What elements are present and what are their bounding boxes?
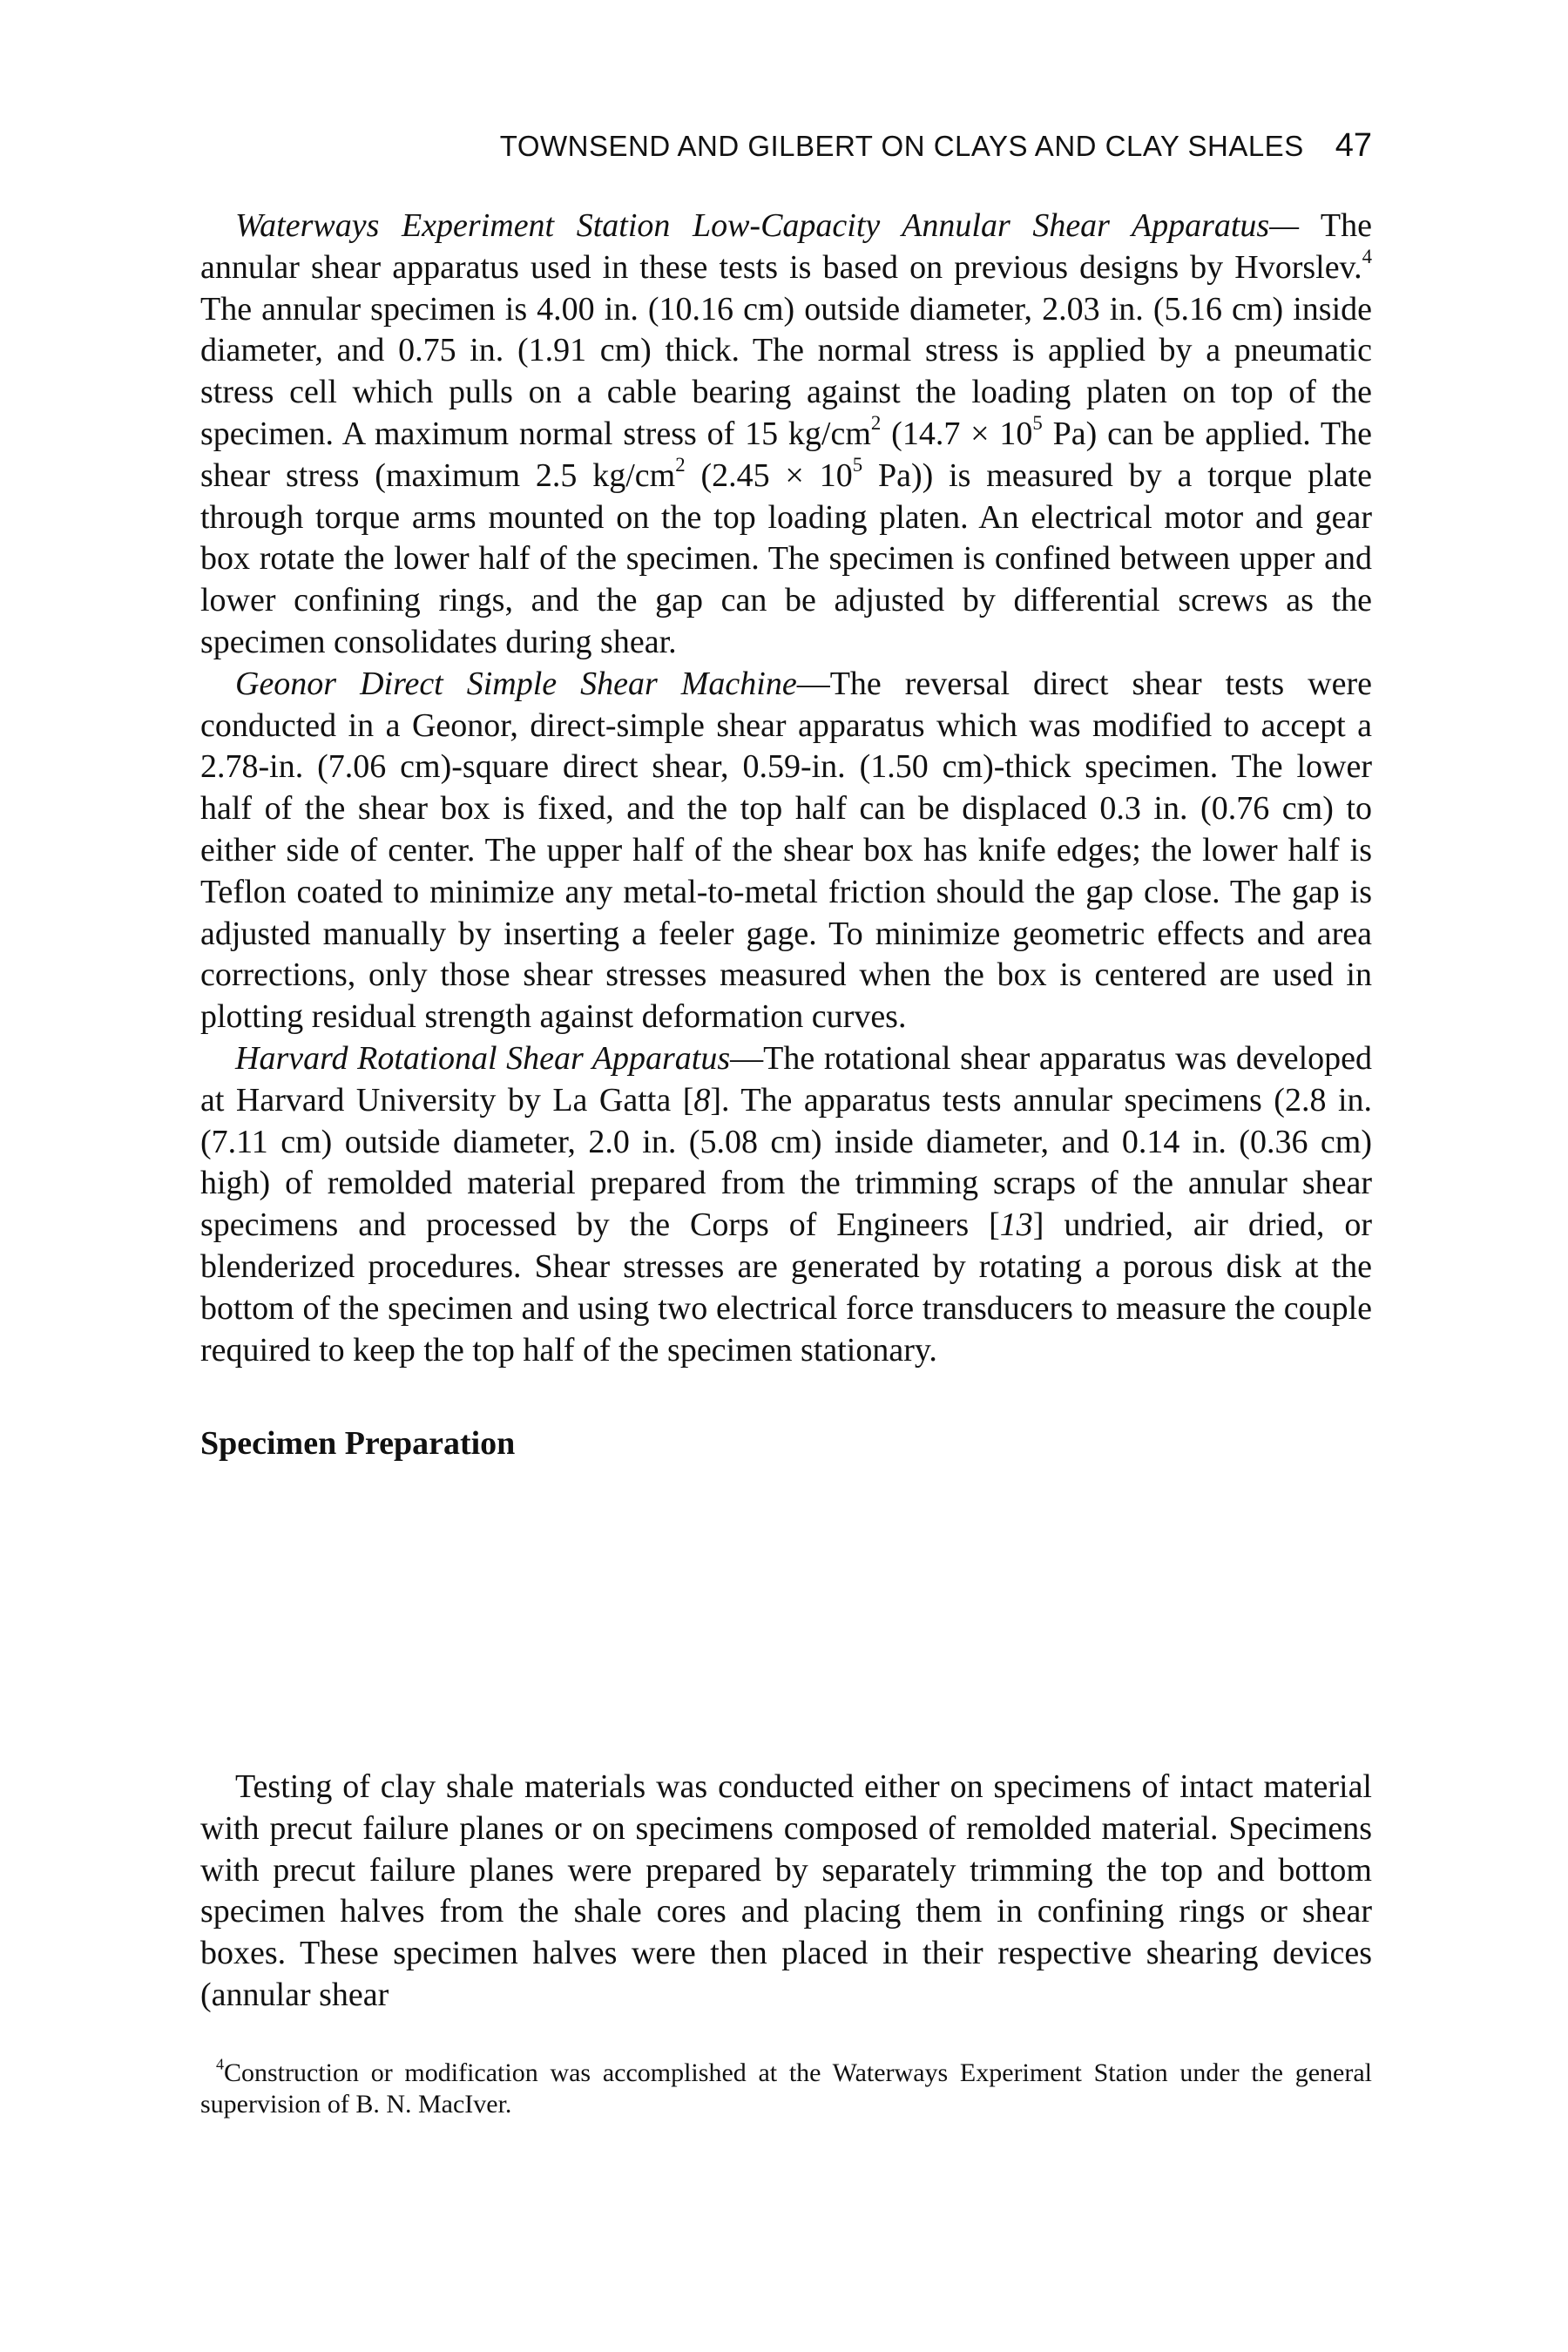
paragraph-text: The annular shear apparatus used in these tests is based on previous designs by Hvorslev. — [200, 207, 1372, 286]
paragraph-title-geonor: Geonor Direct Simple Shear Machine — [235, 665, 797, 702]
footnote-marker: 4 — [216, 2055, 224, 2073]
page-number: 47 — [1335, 127, 1372, 164]
paragraph-harvard — [200, 1038, 1372, 1371]
paragraph-text: ]. The apparatus tests annular specimens (2.8 in. (7.11 cm) outside diameter, 2.0 in. (5.08 cm) inside diameter, and 0.14 in. (0.36 cm) high) of remolded material prepared from the trimming scraps of the annular shear specimens and processed by the Corps of Engineers [ — [200, 1081, 1372, 1244]
footnote-text: Construction or modification was accomplished at the Waterways Experiment Station under the general supervision of B. N. MacIver. — [200, 2058, 1372, 2119]
reference-number: 13 — [999, 1206, 1033, 1244]
paragraph-text: Pa)) is measured by a torque plate through torque arms mounted on the top loading platen. An electrical motor and gear box rotate the lower half of the specimen. The specimen is confined between upper and lower confining rings, and the gap can be adjusted by differential screws as the specimen consolidates during shear. — [200, 456, 1372, 660]
paragraph-text: The annular specimen is 4.00 in. (10.16 cm) outside diameter, 2.03 in. (5.16 cm) inside diameter, and 0.75 in. (1.91 cm) thick. The normal stress is applied by a pneumatic stress cell which pulls on a cable bearing against the loading platen on top of the specimen. A maximum normal stress of 15 kg/cm — [200, 290, 1372, 452]
paragraph-title-harvard: Harvard Rotational Shear Apparatus — [235, 1039, 731, 1077]
paragraph-text: Pa) can be applied. The shear stress (maximum 2.5 kg/cm — [200, 415, 1372, 494]
section-heading: Specimen Preparation — [200, 1425, 516, 1462]
paragraph-text: (14.7 × 10 — [881, 415, 1033, 452]
paragraph-text: —The rotational shear apparatus was developed at Harvard University by La Gatta [ — [200, 1039, 1372, 1119]
running-head — [200, 127, 1372, 171]
superscript: 5 — [1032, 411, 1043, 434]
paragraph-geonor — [200, 664, 1372, 1038]
paragraph-text: —The reversal direct shear tests were conducted in a Geonor, direct-simple shear apparatus which was modified to accept a 2.78-in. (7.06 cm)-square direct shear, 0.59-in. (1.50 cm)-thick specimen. The lower half of the shear box is fixed, and the top half can be displaced 0.3 in. (0.76 cm) to either side of center. The upper half of the shear box has knife edges; the lower half is Teflon coated to minimize any metal-to-metal friction should the gap close. The gap is adjusted manually by inserting a feeler gage. To minimize geometric effects and area corrections, only those shear stresses measured when the box is centered are used in plotting residual strength against deformation curves. — [200, 665, 1372, 1036]
paragraph-text: ] undried, air dried, or blenderized procedures. Shear stresses are generated by rotating a porous disk at the bottom of the specimen and using two electrical force transducers to measure the couple required to keep the top half of the specimen stationary. — [200, 1206, 1373, 1369]
paragraph-text: (2.45 × 10 — [685, 456, 853, 494]
footnote-marker: 4 — [1362, 245, 1372, 267]
footnote — [200, 2055, 1372, 2120]
superscript: 2 — [675, 453, 686, 476]
section-apparatus — [200, 206, 1372, 1371]
reference-number: 8 — [693, 1081, 711, 1119]
paragraph-title-waterways: Waterways Experiment Station Low-Capacity Annular Shear Apparatus— — [235, 207, 1300, 244]
running-head-title: TOWNSEND AND GILBERT ON CLAYS AND CLAY SHALES — [499, 130, 1304, 162]
section-specimen-preparation — [200, 1767, 1372, 2017]
superscript: 5 — [852, 453, 863, 476]
superscript: 2 — [870, 411, 882, 434]
paragraph-specimen-preparation: Testing of clay shale materials was conducted either on specimens of intact material with precut failure planes or on specimens composed of remolded material. Specimens with precut failure planes were prepared by separately trimming the top and bottom specimen halves from the shale cores and placing them in confining rings or shear boxes. These specimen halves were then placed in their respective shearing devices (annular shear — [200, 1768, 1372, 2013]
paragraph-waterways — [200, 206, 1372, 664]
